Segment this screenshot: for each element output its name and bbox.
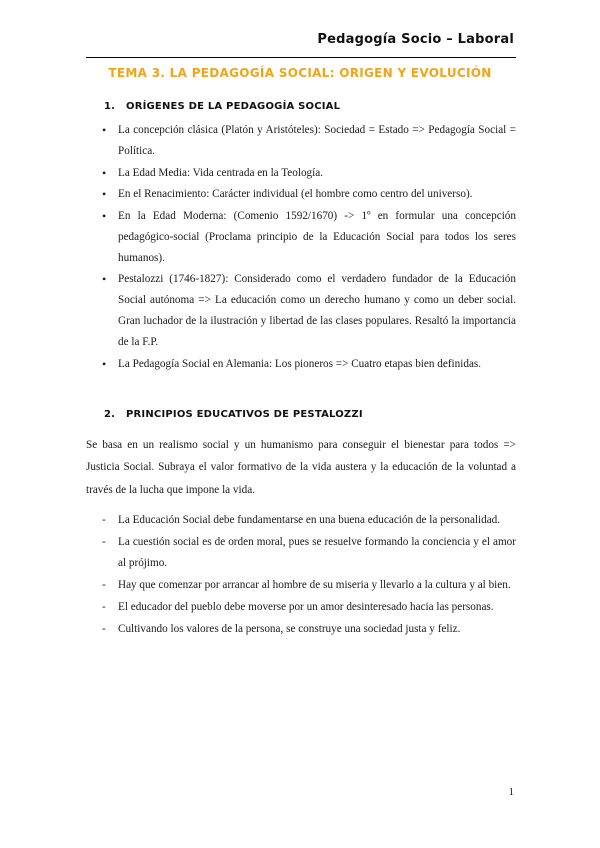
page-number: 1: [508, 786, 514, 798]
section-1-number: 1.: [104, 101, 116, 112]
list-item: • En la Edad Moderna: (Comenio 1592/1670) -> 1º en formular una concepción pedagógico-social (Proclama principio de la Educación Social para todos los seres humanos).: [100, 206, 516, 269]
list-item: • La Pedagogía Social en Alemania: Los pioneros => Cuatro etapas bien definidas.: [100, 354, 516, 375]
list-item: • Pestalozzi (1746-1827): Considerado como el verdadero fundador de la Educación Social autónoma => La educación como un derecho humano y como un deber social. Gran luchador de la ilustración y libertad de las clases populares. Resaltó la importancia de la F.P.: [100, 269, 516, 353]
list-item: - La Educación Social debe fundamentarse en una buena educación de la personalidad.: [100, 510, 516, 532]
section-1-heading: [104, 101, 340, 112]
list-item: - El educador del pueblo debe moverse por un amor desinteresado hacia las personas.: [100, 597, 516, 619]
section-2-dash-list: [100, 510, 516, 640]
header-title: Pedagogía Socio – Laboral: [317, 32, 514, 47]
list-item: - Hay que comenzar por arrancar al hombre de su miseria y llevarlo a la cultura y al bien.: [100, 575, 516, 597]
section-2-heading: [104, 409, 363, 420]
section-2-paragraph: Se basa en un realismo social y un humanismo para conseguir el bienestar para todos => Justicia Social. Subraya el valor formativo de la vida austera y la educación de la voluntad a través de la lucha que impone la vida.: [86, 439, 516, 496]
section-2-heading-text: PRINCIPIOS EDUCATIVOS DE PESTALOZZI: [126, 409, 363, 420]
list-item: • La Edad Media: Vida centrada en la Teología.: [100, 163, 516, 184]
list-item: • La concepción clásica (Platón y Aristóteles): Sociedad = Estado => Pedagogía Social = Política.: [100, 120, 516, 162]
document-title: TEMA 3. LA PEDAGOGÍA SOCIAL: ORIGEN Y EVOLUCIÓN: [108, 66, 492, 80]
header-rule: [86, 57, 516, 58]
section-1-bullet-list: [100, 120, 516, 375]
list-item: - La cuestión social es de orden moral, pues se resuelve formando la conciencia y el amor al prójimo.: [100, 532, 516, 575]
section-2-number: 2.: [104, 409, 116, 420]
section-1-heading-text: ORÍGENES DE LA PEDAGOGÍA SOCIAL: [126, 101, 341, 112]
list-item: • En el Renacimiento: Carácter individual (el hombre como centro del universo).: [100, 184, 516, 205]
list-item: - Cultivando los valores de la persona, se construye una sociedad justa y feliz.: [100, 619, 516, 641]
